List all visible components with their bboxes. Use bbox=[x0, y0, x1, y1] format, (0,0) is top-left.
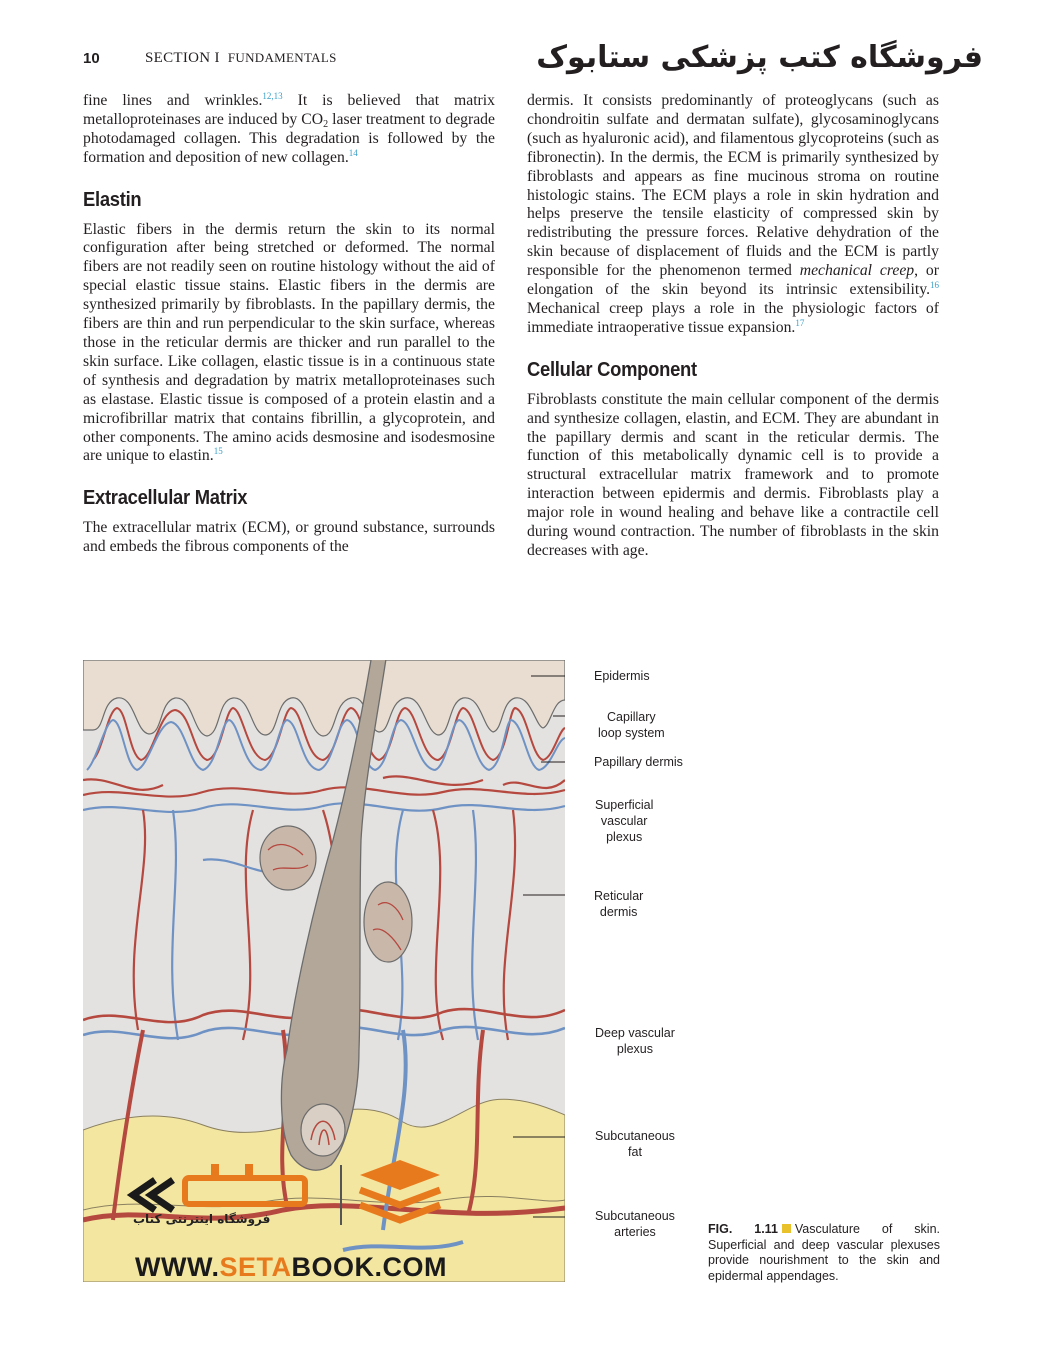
figure-caption bbox=[708, 1222, 940, 1284]
section-title: FUNDAMENTALS bbox=[227, 50, 337, 65]
label-subcutaneous-fat: Subcutaneous fat bbox=[595, 1129, 675, 1159]
label-reticular-dermis: Reticular dermis bbox=[594, 889, 644, 919]
elastin-heading: Elastin bbox=[83, 188, 142, 211]
reference-14[interactable]: 14 bbox=[348, 147, 358, 158]
watermark-url[interactable]: WWW.SETABOOK.COM bbox=[135, 1252, 447, 1282]
label-subcutaneous-arteries: Subcutaneous arteries bbox=[595, 1209, 675, 1239]
page-header bbox=[83, 40, 983, 78]
mechanical-creep-term: mechanical creep bbox=[799, 262, 915, 280]
reference-15[interactable]: 15 bbox=[213, 446, 223, 457]
cellular-component-heading: Cellular Component bbox=[527, 358, 697, 381]
intro-text-b: It is believed that matrix metalloproteinases are induced by CO bbox=[83, 92, 495, 128]
label-superficial-vascular-plexus: Superficial vascular plexus bbox=[595, 798, 654, 844]
reference-12-13[interactable]: 12,13 bbox=[262, 91, 283, 101]
reference-16[interactable]: 16 bbox=[930, 280, 939, 291]
caption-text: Vasculature of skin. Superficial and deep vascular plexuses provide nourishment to the skin and epidermal appendages. bbox=[708, 1222, 940, 1283]
ecm-heading: Extracellular Matrix bbox=[83, 487, 248, 510]
epidermis-region bbox=[83, 660, 565, 736]
left-column bbox=[83, 92, 495, 557]
label-capillary-loop-system: Capillary loop system bbox=[598, 710, 665, 740]
figure-number: FIG. 1.11 bbox=[708, 1222, 778, 1236]
page-number: 10 bbox=[83, 50, 100, 67]
store-banner: فروشگاه کتب پزشکی ستابوک bbox=[536, 40, 983, 75]
ecm-continued-paragraph bbox=[527, 92, 939, 338]
reference-17[interactable]: 17 bbox=[795, 317, 805, 328]
label-papillary-dermis: Papillary dermis bbox=[594, 755, 683, 769]
running-head bbox=[145, 50, 337, 67]
co2-subscript: 2 bbox=[323, 118, 329, 130]
cellular-component-paragraph: Fibroblasts constitute the main cellular component of the dermis and synthesize collagen, elastin, and ECM. They are abundant in the papillary dermis and scant in the reticular dermis. The function of this metabolically dynamic cell is to provide a structural extracellular matrix framework and to promote interaction between epidermis and dermis. Fibroblasts play a major role in wound healing and behave like a contractile cell during wound contraction. The number of fibroblasts in the skin decreases with age. bbox=[527, 390, 939, 559]
ecm-cont-text-a: dermis. It consists predominantly of proteoglycans (such as chondroitin sulfate and dermatan sulfate), glycosaminoglycans (such as hyaluronic acid), and filamentous glycoproteins (such as fibronectin). In the dermis, the ECM is primarily synthesized by fibroblasts and appears as fine mucinous stroma on routine histologic stains. The ECM plays a role in skin hydration and helps preserve the tensile elasticity of compressed skin by redistributing the pressure forces. Relative dehydration of the skin because of displacement of fluids and the ECM is partly responsible for the phenomenon termed bbox=[527, 92, 939, 280]
label-epidermis: Epidermis bbox=[594, 669, 650, 683]
right-column bbox=[527, 92, 939, 561]
ecm-cont-text-c: Mechanical creep plays a role in the physiologic factors of immediate intraoperative tissue expansion. bbox=[527, 299, 939, 336]
intro-text-c: laser treatment to degrade photodamaged collagen. This degradation is followed by the formation and deposition of new collagen. bbox=[83, 110, 495, 166]
caption-square-icon bbox=[782, 1224, 791, 1233]
ecm-paragraph: The extracellular matrix (ECM), or ground substance, surrounds and embeds the fibrous components of the bbox=[83, 519, 495, 556]
section-word: SECTION I bbox=[145, 50, 220, 66]
ecm-cont-text-b: , or elongation of the skin beyond its intrinsic extensibility. bbox=[527, 262, 939, 299]
elastin-paragraph bbox=[83, 221, 495, 467]
intro-text-a: fine lines and wrinkles. bbox=[83, 92, 263, 109]
elastin-text: Elastic fibers in the dermis return the skin to its normal configuration after being stretched or deformed. The normal fibers are not readily seen on routine histology without the aid of special elastic tissue stains. Elastic fibers in the dermis are synthesized primarily by fibroblasts. In the papillary dermis, the fibers are thin and run perpendicular to the skin surface, whereas those in the reticular dermis are thicker and run parallel to the skin surface. Like collagen, elastic tissue is in a continuous state of synthesis and degradation by matrix metalloproteinases such as elastase. Elastic tissue is composed of a protein elastin and a microfibrillar matrix that contains fibrillin, a glycoprotein, and other components. The amino acids desmosine and isodesmosine are unique to elastin. bbox=[83, 220, 495, 465]
label-deep-vascular-plexus: Deep vascular plexus bbox=[595, 1026, 675, 1056]
watermark-store-line: فروشگاه اینترنتی کتاب bbox=[133, 1212, 271, 1226]
intro-paragraph bbox=[83, 92, 495, 168]
